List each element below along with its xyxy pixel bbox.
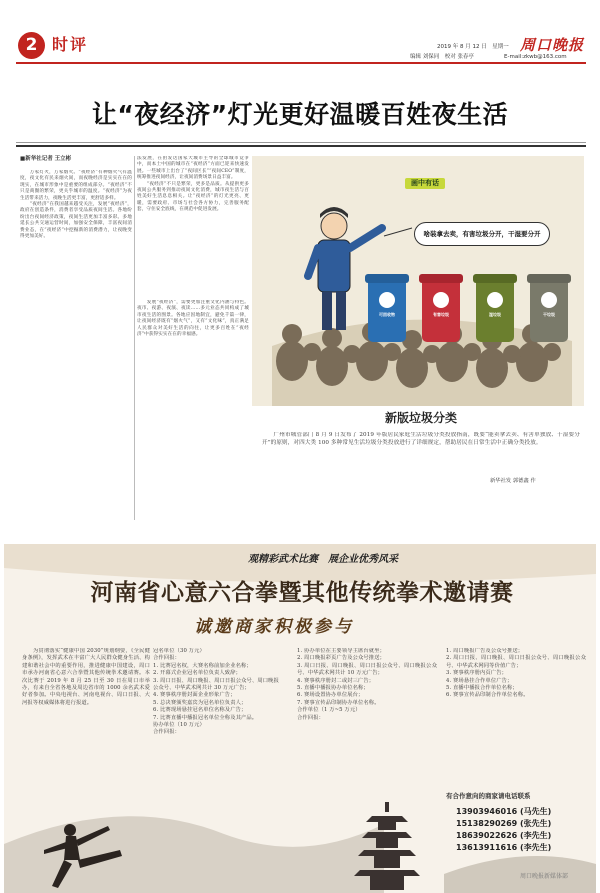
hazardous-bin	[422, 280, 460, 342]
dateline: 2019 年 8 月 12 日 星期一	[437, 44, 509, 50]
ad-phone-list	[456, 806, 586, 854]
speech-bubble: 啥装拿去卖，有害垃圾分开，干湿要分开	[414, 222, 550, 246]
ad-partner-column: 1. 周口晚报广告及公众号推送； 2. 周口日报、周口晚报、周口日报公众号、周口晚报公众号、中华武术网同等价值广告； 3. 赛事秩序册内页广告； 4. 赛场悬挂合作单位广告； 5. 直播中播报合作单位名称； 6. 赛事宣传品印制合作单位名称。	[446, 648, 586, 699]
article-column-2: 法发展，在由发达国家大城市主导的全球城市竞争中，而本土中国的城市在“夜经济”方面已迎来快速发展。一些城市上出台了“夜间区长”“夜间CEO”制度，统筹推进夜间经济，让夜间消费场景日益丰富。 “夜经济”不只是繁荣，更多是品质。从提供更多夜间公共服务到推动夜间文化消费，城市夜生活与百姓美好生活息息相关。让“夜经济”的灯光更亮、更暖，需要政府、市场与社会各方协力，完善服务配套，守住安全底线，在规范中促进发展。	[137, 156, 249, 213]
cartoon-tag: 画中有话	[405, 178, 445, 189]
contact-email: E-mail:zkwb@163.com	[504, 54, 567, 60]
phone-number: 13903946016 (马先生)	[456, 807, 552, 816]
headline-rule-thick	[16, 145, 586, 147]
ad-subtitle: 诚邀商家积极参与	[194, 617, 354, 637]
ad-footer: 周口晚报新媒体部	[520, 873, 569, 880]
dry-waste-bin	[530, 280, 568, 342]
article-headline: 让“夜经济”灯光更好温暖百姓夜生活	[91, 100, 509, 129]
ad-sponsor-column: 冠名单位（30 万元） 合作回报： 1. 比赛冠名权，大赛名称前加企业名称； 2. 开幕式企业冠名单位负责人致辞； 3. 周口日报、周口晚报、周口日报公众号、周口晚报公众号、中华武术网共计 30 万元广告； 4. 赛事秩序册封面企业形象广告； 5. 总决赛颁奖嘉宾为冠名单位负责人； 6. 比赛现场悬挂冠名单位名称及广告； 7. 比赛直播中播报冠名单位全称及其产品。 协办单位（10 万元） 合作回报：	[153, 648, 279, 736]
article-byline: ■新华社记者 王立彬	[20, 156, 72, 162]
section-title: 时评	[52, 35, 89, 54]
ad-contact-heading: 有合作意向的商家请电话联系	[446, 792, 531, 800]
column-divider	[134, 156, 135, 520]
bin-label: 有害垃圾	[433, 312, 449, 317]
phone-number: 18639022626 (李先生)	[456, 831, 552, 840]
phone-number: 15138290269 (张先生)	[456, 819, 552, 828]
ad-tagline: 观精彩武术比赛 展企业优秀风采	[248, 554, 398, 565]
recyclable-bin	[368, 280, 406, 342]
ad-coorganizer-column: 1. 协办单位在主要领导主席台就坐； 2. 周口晚报彩页广告及公众号推送； 3. 周口日报、周口晚报、周口日报公众号、周口晚报公众号、中华武术网共计 10 万元广告； 4. 赛事秩序册封二或封三广告； 5. 直播中播报协办单位名称； 6. 赛场设置协办单位展台； 7. 赛事宣传品印制协办单位名称。 合作单位（1 万~5 万元） 合作回报：	[297, 648, 437, 721]
cartoon-caption: 新版垃圾分类	[385, 411, 458, 425]
pagoda-silhouette	[352, 800, 422, 890]
martial-artist-silhouette	[30, 820, 130, 890]
editor-credits: 编辑 刘保同 校对 张春亭	[410, 54, 474, 60]
bin-label: 湿垃圾	[489, 312, 501, 317]
phone-number: 13613911616 (李先生)	[456, 843, 552, 852]
bin-label: 可回收物	[379, 312, 395, 317]
cartoon-caption-body: 广州市城管部门 8 月 9 日发布了 2019 年版居民家庭生活垃圾分类投放指南，既要“能卖拿去卖、有害单独放、干湿要分开”的原则，对四大类 100 多种常见生活垃圾分类投放进行了详细规定，帮助居民在日常生活中正确分类投放。	[262, 432, 580, 446]
ad-intro-column: 为贯彻落实“健康中国 2030”规划纲要，《全民健身条例》，发挥武术在丰富广大人民群众健身生活、构建和谐社会中的重要作用，推进健康中国建设，周口市承办河南省心意六合拳暨其他传统拳术邀请赛。本次比赛于 2019 年 8 月 25 日至 30 日在周口市举办，有来自全省各地及周边省市的 1000 余名武术爱好者参加。中央电视台、河南电视台、周口日报、大河报等权威媒体将进行报道。	[22, 648, 150, 706]
article-column-3: 发展“夜经济”，需要更加注重文化内涵与特色。夜市、夜游、夜演、夜读……多元业态共同构成了城市夜生活的图景。各地应因地制宜，避免千篇一律，让夜间经济既有“烟火气”，又有“文化味”，真正满足人民群众对美好生活的向往，让更多百姓在“夜经济”中获得实实在在的幸福感。	[137, 300, 249, 338]
cartoon-credit: 新华社发 郭德鑫 作	[490, 478, 536, 484]
garbage-bins	[368, 272, 574, 342]
masthead-logo: 周口晚报	[520, 36, 585, 54]
wet-waste-bin	[476, 280, 514, 342]
page-number-badge: 2	[18, 32, 45, 59]
header-rule	[16, 62, 586, 64]
ad-title: 河南省心意六合拳暨其他传统拳术邀请赛	[90, 579, 514, 606]
headline-rule	[16, 142, 586, 143]
article-column-1: 万家灯火，万家烟火。“夜经济”有种烟火气有温度，夜文化有民来烟火间，而夜晚经济是实实在在的现实，在城市形象中是重要的组成部分。“夜经济”不只是商圈的繁荣，更关乎城市的温度。“夜经济”为夜生活带来活力，夜晚生活更丰富，更舒适多样。 “夜经济”在我国越来越受关注，发展“夜经济”，政府在创造条件，消费者享受品质夜间生活。各地纷纷出台夜间经济政策，夜间生活更加丰富多彩。多地延长公共交通运营时间，加强安全保障，丰富夜间消费业态，在“夜经济”中挖掘新的消费潜力，让夜晚变得更加美好。	[20, 170, 132, 240]
bin-label: 干垃圾	[543, 312, 555, 317]
